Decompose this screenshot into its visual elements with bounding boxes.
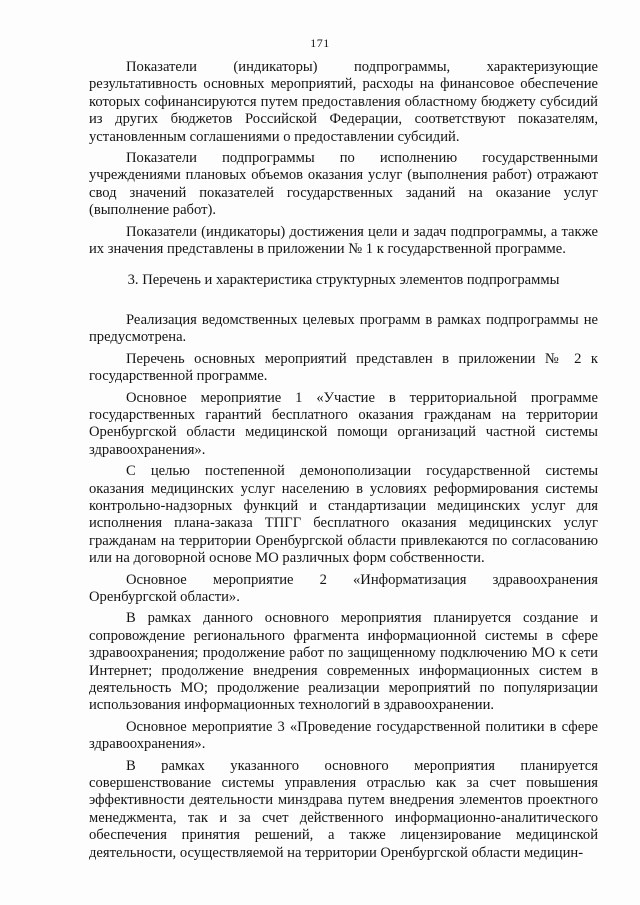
paragraph-measure-1-title: Основное мероприятие 1 «Участие в территориальной программе государственных гарантий бесплатного оказания гражданам на территории Оренбургской области медицинской помощи организаций частной системы здравоохранения». (89, 389, 598, 458)
paragraph-departmental-programs: Реализация ведомственных целевых программ в рамках подпрограммы не предусмотрена. (89, 311, 598, 346)
paragraph-measure-1-description: С целью постепенной демонополизации государственной системы оказания медицинских услуг населению в условиях реформирования системы контрольно-надзорных функций и стандартизации медицинских услуг для исполнения плана-заказа ТПГГ бесплатного оказания медицинских услуг гражданам на территории Оренбургской области привлекаются по согласованию или на договорной основе МО различных форм собственности. (89, 463, 598, 567)
paragraph-indicators-appendix: Показатели (индикаторы) достижения цели и задач подпрограммы, а также их значения представлены в приложении № 1 к государственной программе. (89, 223, 598, 258)
paragraph-measures-list: Перечень основных мероприятий представлен в приложении № 2 к государственной программе. (89, 350, 598, 385)
paragraph-measure-2-title: Основное мероприятие 2 «Информатизация здравоохранения Оренбургской области». (89, 571, 598, 605)
paragraph-indicators-state-tasks: Показатели подпрограммы по исполнению государственными учреждениями плановых объемов оказания услуг (выполнения работ) отражают свод значений показателей государственных заданий на оказание услуг (выполнение работ). (89, 150, 598, 219)
section-heading: 3. Перечень и характеристика структурных элементов подпрограммы (127, 272, 560, 289)
paragraph-measure-2-description: В рамках данного основного мероприятия планируется создание и сопровождение регионального фрагмента информационной системы в сфере здравоохранения; продолжение работ по защищенному подключению МО к сети Интернет; продолжение внедрения современных информационных систем в деятельность МО; продолжение реализации мероприятий по популяризации использования информационных технологий в здравоохранении. (89, 610, 598, 714)
paragraph-indicators-cofinancing: Показатели (индикаторы) подпрограммы, характеризующие результативность основных мероприятий, расходы на финансовое обеспечение которых софинансируются путем предоставления областному бюджету субсидий из других бюджетов Российской Федерации, соответствуют показателям, установленным соглашениями о предоставлении субсидий. (89, 59, 598, 145)
document-body (89, 59, 598, 866)
page-number: 171 (310, 36, 330, 50)
paragraph-measure-3-description: В рамках указанного основного мероприятия планируется совершенствование системы управления отраслью как за счет повышения эффективности деятельности минздрава путем внедрения элементов проектного менеджмента, так и за счет действенного информационно-аналитического обеспечения принятия решений, а также лицензирование медицинской деятельности, осуществляемой на территории Оренбургской области медицин- (89, 757, 598, 861)
paragraph-measure-3-title: Основное мероприятие 3 «Проведение государственной политики в сфере здравоохранения». (89, 718, 598, 753)
